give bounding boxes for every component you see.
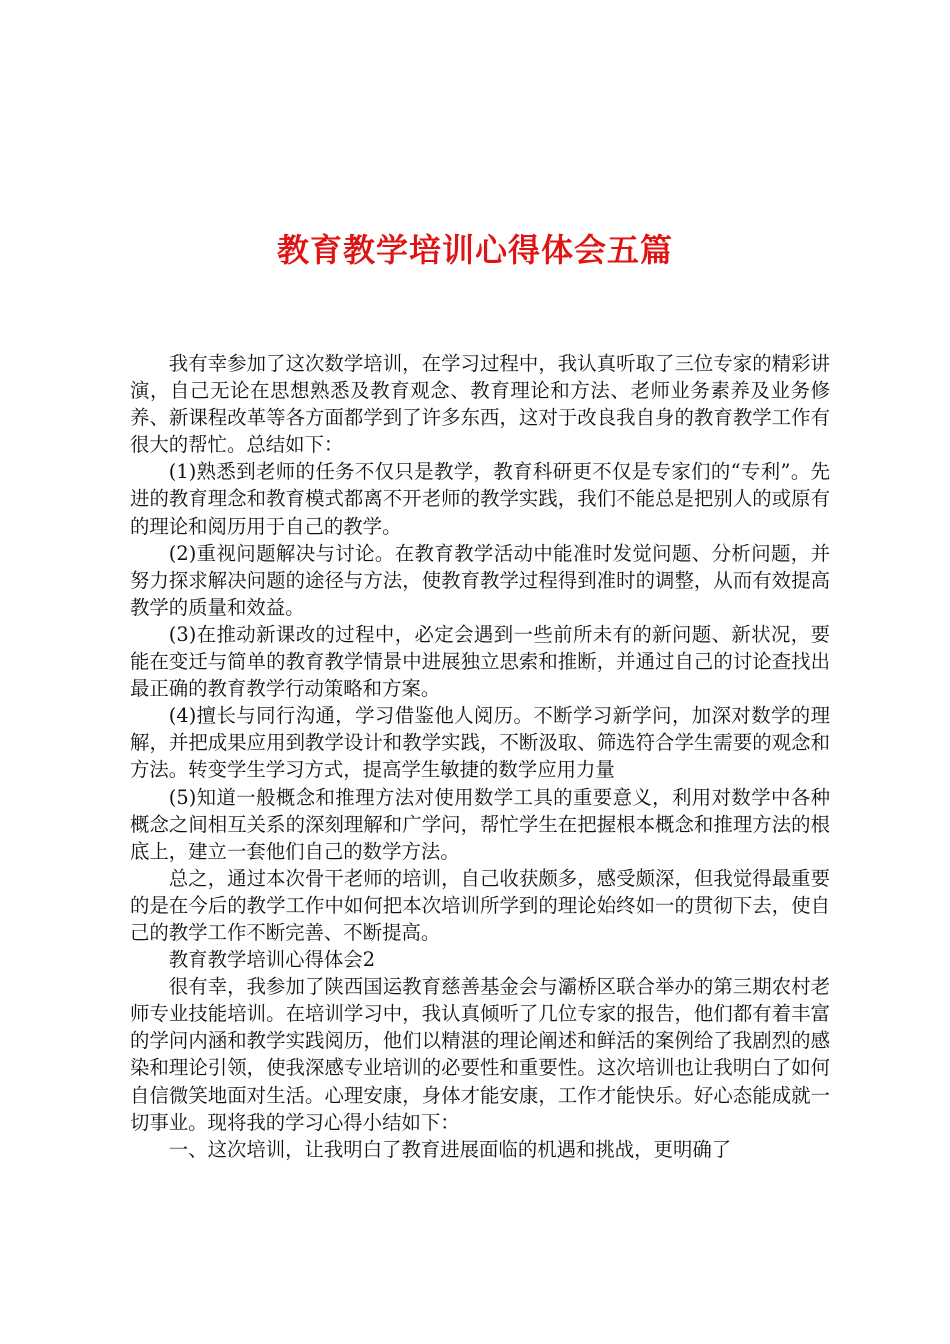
document-title: 教育教学培训心得体会五篇 (276, 231, 673, 270)
paragraph-section-2-intro: 很有幸，我参加了陕西国运教育慈善基金会与灞桥区联合举办的第三期农村老师专业技能培训。在培训学习中，我认真倾听了几位专家的报告，他们都有着丰富的学问内涵和教学实践阅历，他们以精湛的理论阐述和鲜活的案例给了我剧烈的感染和理论引领，使我深感专业培训的必要性和重要性。这次培训也让我明白了如何自信微笑地面对生活。心理安康，身体才能安康，工作才能快乐。好心态能成就一切事业。现将我的学习心得小结如下： (130, 975, 830, 1134)
paragraph-point-3: (3)在推动新课改的过程中，必定会遇到一些前所未有的新问题、新状况，要能在变迁与简单的教育教学情景中进展独立思索和推断，并通过自己的讨论查找出最正确的教育教学行动策略和方案。 (130, 622, 830, 701)
paragraph-summary: 总之，通过本次骨干老师的培训，自己收获颇多，感受颇深，但我觉得最重要的是在今后的教学工作中如何把本次培训所学到的理论始终如一的贯彻下去，使自己的教学工作不断完善、不断提高。 (130, 866, 830, 944)
paragraph-point-1: (1)熟悉到老师的任务不仅只是教学，教育科研更不仅是专家们的“专利”。先进的教育理念和教育模式都离不开老师的教学实践，我们不能总是把别人的或原有的理论和阅历用于自己的教学。 (130, 460, 830, 538)
section-heading-2: 教育教学培训心得体会2 (168, 948, 376, 972)
document-body (130, 350, 830, 1163)
paragraph-point-4: (4)擅长与同行沟通，学习借鉴他人阅历。不断学习新学问，加深对数学的理解，并把成果应用到教学设计和教学实践，不断汲取、筛选符合学生需要的观念和方法。转变学生学习方式，提高学生敏捷的数学应用力量 (130, 704, 830, 782)
paragraph-intro: 我有幸参加了这次数学培训，在学习过程中，我认真听取了三位专家的精彩讲演，自己无论在思想熟悉及教育观念、教育理论和方法、老师业务素养及业务修养、新课程改革等各方面都学到了许多东西，这对于改良我自身的教育教学工作有很大的帮忙。总结如下： (130, 352, 830, 457)
paragraph-point-5: (5)知道一般概念和推理方法对使用数学工具的重要意义，利用对数学中各种概念之间相互关系的深刻理解和广学问，帮忙学生在把握根本概念和推理方法的根底上，建立一套他们自己的数学方法。 (130, 785, 830, 863)
paragraph-section-2-point-1: 一、这次培训，让我明白了教育进展面临的机遇和挑战，更明确了 (168, 1137, 732, 1161)
paragraph-point-2: (2)重视问题解决与讨论。在教育教学活动中能准时发觉问题、分析问题，并努力探求解决问题的途径与方法，使教育教学过程得到准时的调整，从而有效提高教学的质量和效益。 (130, 541, 830, 619)
